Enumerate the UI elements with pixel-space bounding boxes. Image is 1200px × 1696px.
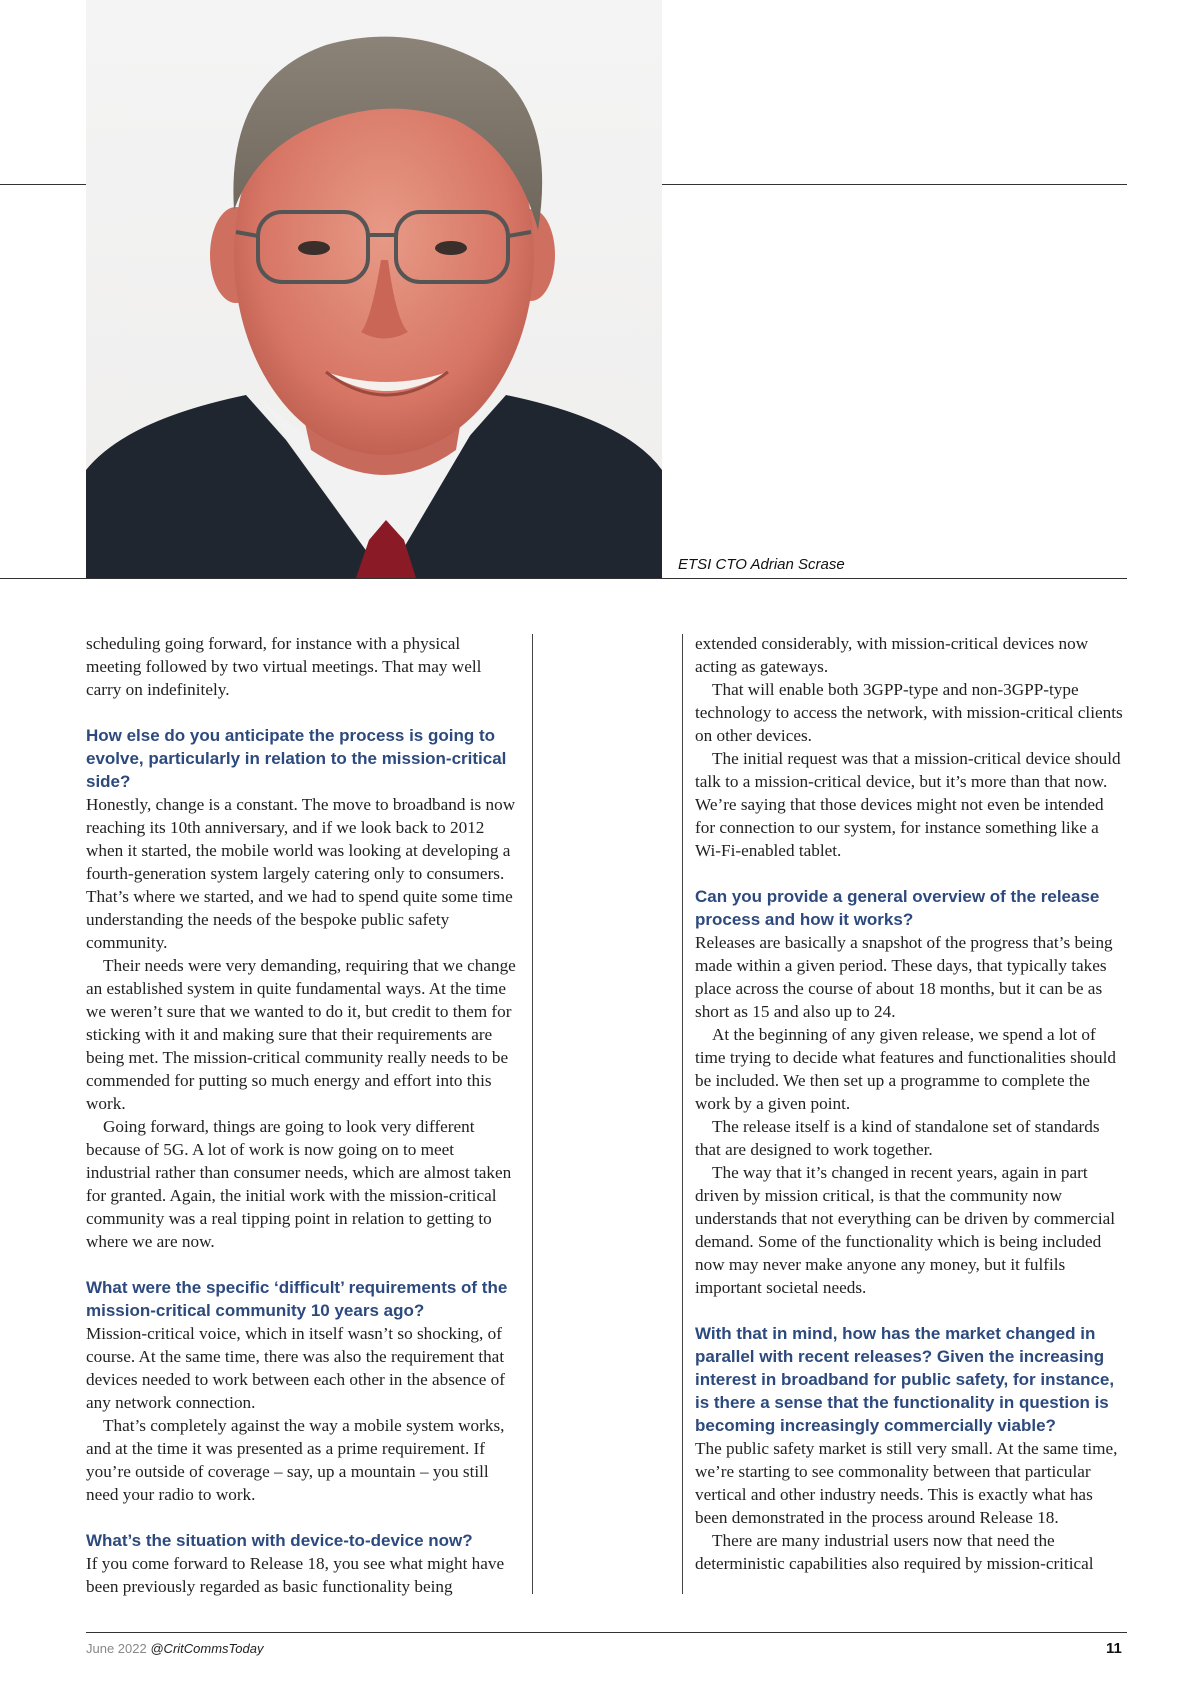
photo-caption: ETSI CTO Adrian Scrase	[678, 556, 845, 573]
paragraph: There are many industrial users now that need the deterministic capabilities also required by mission-critical	[695, 1531, 1094, 1573]
paragraph: That’s completely against the way a mobile system works, and at the time it was presented as a prime requirement. If you’re outside of coverage – say, up a mountain – you still need your radio to work.	[86, 1416, 505, 1504]
paragraph: Honestly, change is a constant. The move to broadband is now reaching its 10th anniversary, and if we look back to 2012 when it started, the mobile world was looking at developing a fourth-generation system largely catering only to consumers. That’s where we started, and we had to spend quite some time understanding the needs of the bespoke public safety community.	[86, 795, 516, 952]
paragraph: extended considerably, with mission-critical devices now acting as gateways.	[695, 634, 1089, 676]
footer-rule	[86, 1632, 1127, 1633]
caption-rule	[0, 578, 1127, 579]
paragraph: The release itself is a kind of standalone set of standards that are designed to work together.	[695, 1117, 1100, 1159]
footer-issue	[86, 1641, 264, 1656]
paragraph: If you come forward to Release 18, you see what might have been previously regarded as basic functionality being	[86, 1554, 505, 1596]
paragraph: The way that it’s changed in recent years, again in part driven by mission critical, is that the community now understands that not everything can be driven by commercial demand. Some of the functionality which is being included now may never make anyone any money, but it fulfils important societal needs.	[695, 1163, 1116, 1297]
header-rule-left	[0, 184, 86, 185]
header-rule-right	[662, 184, 1127, 185]
paragraph: Going forward, things are going to look very different because of 5G. A lot of work is now going on to meet industrial rather than consumer needs, which are almost taken for granted. Again, the initial work with the mission-critical community was a real tipping point in relation to getting to where we are now.	[86, 1117, 512, 1251]
footer-date: June 2022	[86, 1641, 147, 1656]
paragraph: Mission-critical voice, which in itself wasn’t so shocking, of course. At the same time, there was also the requirement that devices needed to work between each other in the absence of any network connection.	[86, 1324, 505, 1412]
interview-question: Can you provide a general overview of the release process and how it works?	[695, 887, 1100, 929]
column-divider-right	[682, 634, 683, 1594]
portrait-photo	[86, 0, 662, 578]
paragraph: The public safety market is still very small. At the same time, we’re starting to see commonality between that particular vertical and other industry needs. This is exactly what has been demonstrated in the process around Release 18.	[695, 1439, 1118, 1527]
page-number: 11	[1106, 1640, 1122, 1657]
paragraph: That will enable both 3GPP-type and non-3GPP-type technology to access the network, with mission-critical clients on other devices.	[695, 680, 1123, 745]
interview-question: How else do you anticipate the process is going to evolve, particularly in relation to the mission-critical side?	[86, 726, 507, 791]
article-column-left	[86, 632, 518, 1598]
column-divider-left	[532, 634, 533, 1594]
article-column-right	[695, 632, 1127, 1575]
interview-question: With that in mind, how has the market changed in parallel with recent releases? Given the increasing interest in broadband for public safety, for instance, is there a sense that the functionality in question is becoming increasingly commercially viable?	[695, 1324, 1115, 1435]
footer-handle[interactable]: @CritCommsToday	[150, 1641, 264, 1656]
paragraph: scheduling going forward, for instance with a physical meeting followed by two virtual meetings. That may well carry on indefinitely.	[86, 634, 482, 699]
paragraph: Releases are basically a snapshot of the progress that’s being made within a given period. These days, that typically takes place across the course of about 18 months, but it can be as short as 15 and also up to 24.	[695, 933, 1113, 1021]
paragraph: The initial request was that a mission-critical device should talk to a mission-critical device, but it’s more than that now. We’re saying that those devices might not even be intended for connection to our system, for instance something like a Wi-Fi-enabled tablet.	[695, 749, 1121, 860]
paragraph: At the beginning of any given release, we spend a lot of time trying to decide what features and functionalities should be included. We then set up a programme to complete the work by a given point.	[695, 1025, 1116, 1113]
interview-question: What were the specific ‘difficult’ requirements of the mission-critical community 10 years ago?	[86, 1278, 508, 1320]
paragraph: Their needs were very demanding, requiring that we change an established system in quite fundamental ways. At the time we weren’t sure that we wanted to do it, but credit to them for sticking with it and making sure that their requirements are being met. The mission-critical community really needs to be commended for putting so much energy and effort into this work.	[86, 956, 516, 1113]
interview-question: What’s the situation with device-to-device now?	[86, 1531, 473, 1550]
